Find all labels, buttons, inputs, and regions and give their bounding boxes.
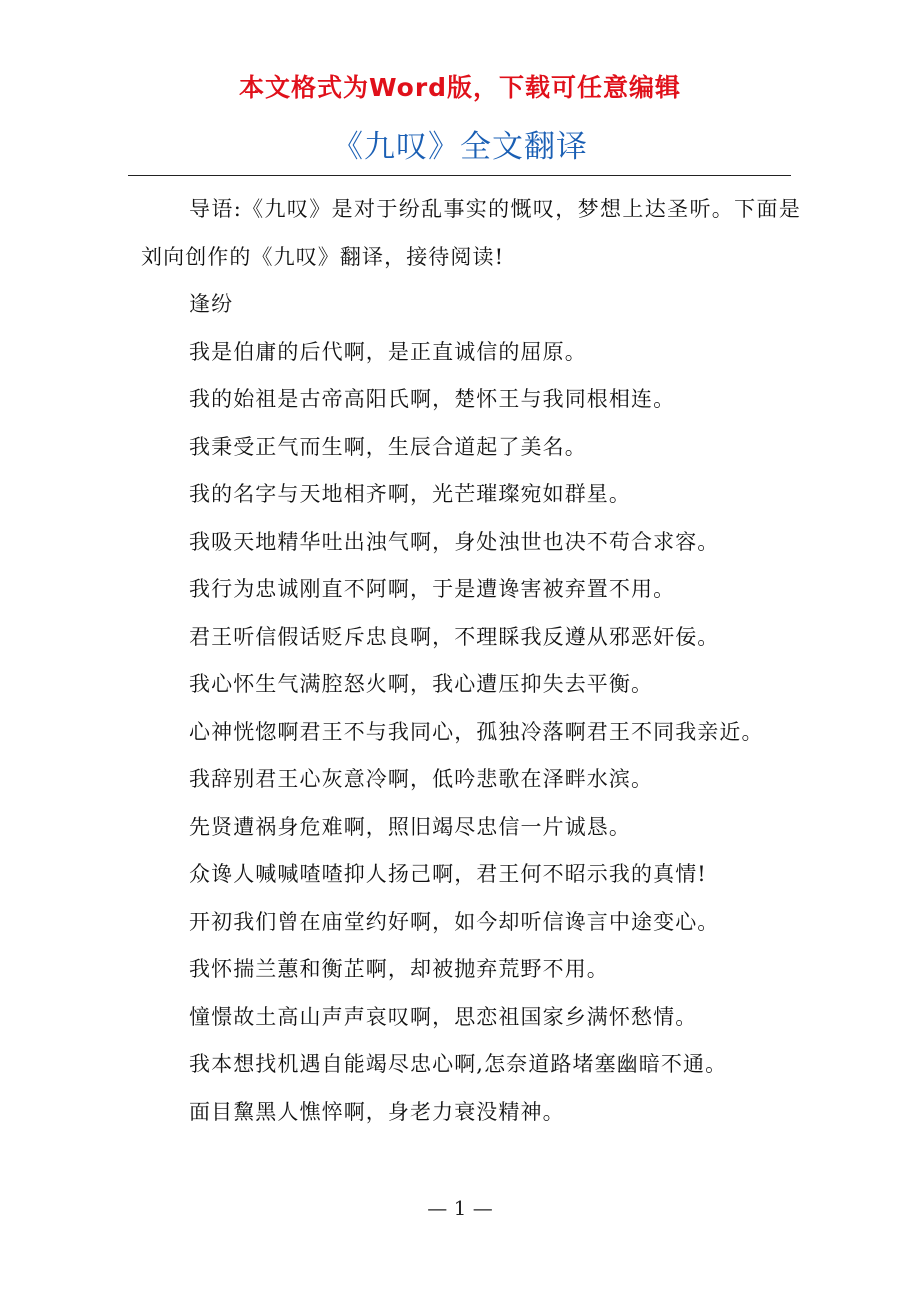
text-line: 众谗人喊喊喳喳抑人扬己啊，君王何不昭示我的真情! <box>189 862 707 886</box>
text-line: 我心怀生气满腔怒火啊，我心遭压抑失去平衡。 <box>189 672 654 696</box>
text-line: 我本想找机遇自能竭尽忠心啊,怎奈道路堵塞幽暗不通。 <box>189 1052 728 1076</box>
text-line: 我吸天地精华吐出浊气啊，身处浊世也决不苟合求容。 <box>189 529 720 554</box>
page-number: — 1 — <box>427 1196 493 1220</box>
text-line: 我的名字与天地相齐啊，光芒璀璨宛如群星。 <box>189 482 631 506</box>
text-line: 我的始祖是古帝高阳氏啊，楚怀王与我同根相连。 <box>189 387 676 411</box>
text-line: 心神恍惚啊君王不与我同心，孤独冷落啊君王不同我亲近。 <box>189 719 764 744</box>
document-title: 《九叹》全文翻译 <box>332 129 588 165</box>
text-line: 我怀揣兰蕙和衡芷啊，却被抛弃荒野不用。 <box>189 957 609 981</box>
format-notice-banner: 本文格式为Word版，下载可任意编辑 <box>238 73 682 102</box>
text-line: 我行为忠诚刚直不阿啊，于是遭谗害被弃置不用。 <box>189 577 676 601</box>
text-line: 我秉受正气而生啊，生辰合道起了美名。 <box>189 434 587 459</box>
text-line: 我辞别君王心灰意冷啊，低吟悲歌在泽畔水滨。 <box>189 767 654 791</box>
intro-paragraph: 导语:《九叹》是对于纷乱事实的慨叹，梦想上达圣听。下面是刘向创作的《九叹》翻译，接待阅读! <box>141 197 801 269</box>
text-line: 面目黧黑人憔悴啊，身老力衰没精神。 <box>189 1099 565 1124</box>
text-line: 憧憬故土高山声声哀叹啊，思恋祖国家乡满怀愁情。 <box>189 1004 698 1029</box>
document-body <box>141 186 801 1136</box>
text-line: 君王听信假话贬斥忠良啊，不理睬我反遵从邪恶奸佞。 <box>189 624 720 649</box>
section-heading: 逢纷 <box>189 292 234 316</box>
text-line: 先贤遭祸身危难啊，照旧竭尽忠信一片诚恳。 <box>189 814 631 839</box>
text-line: 开初我们曾在庙堂约好啊，如今却听信谗言中途变心。 <box>189 909 720 934</box>
title-divider <box>128 175 791 176</box>
text-line: 我是伯庸的后代啊，是正直诚信的屈原。 <box>189 339 587 364</box>
